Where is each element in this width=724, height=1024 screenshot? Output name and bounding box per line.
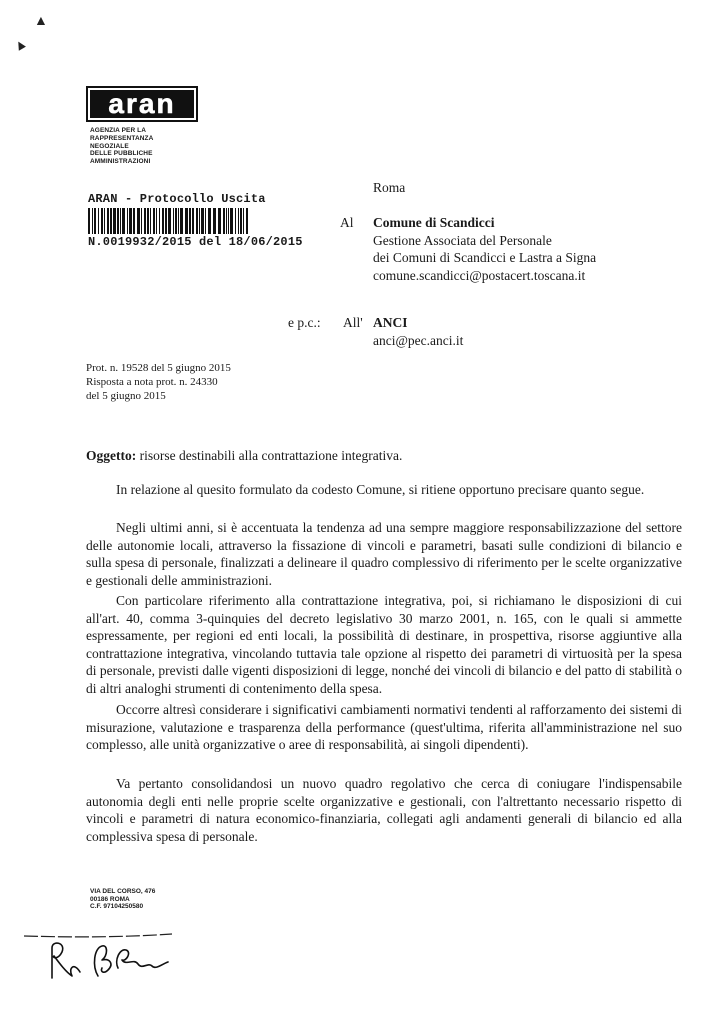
barcode-bar (180, 208, 183, 234)
logo-text: aran (108, 88, 176, 119)
protocol-barcode (88, 208, 252, 234)
barcode-bar (159, 208, 160, 234)
barcode-bar (144, 208, 146, 234)
barcode-bar (235, 208, 236, 234)
barcode-bar (173, 208, 174, 234)
barcode-bar (168, 208, 171, 234)
cc-block (373, 314, 463, 349)
cc-name: ANCI (373, 315, 408, 330)
scan-mark-side: ▲ (10, 35, 31, 56)
reference-line: Prot. n. 19528 del 5 giugno 2015 (86, 362, 231, 374)
barcode-bar (223, 208, 225, 234)
barcode-bar (94, 208, 96, 234)
barcode-bar (246, 208, 248, 234)
barcode-bar (98, 208, 99, 234)
barcode-bar (189, 208, 191, 234)
reference-block (86, 361, 231, 403)
barcode-bar (127, 208, 128, 234)
cc-email[interactable]: anci@pec.anci.it (373, 332, 464, 348)
barcode-bar (213, 208, 216, 234)
barcode-bar (88, 208, 90, 234)
barcode-bar (107, 208, 109, 234)
footer-line: 00186 ROMA (90, 895, 130, 903)
barcode-bar (240, 208, 242, 234)
barcode-bar (120, 208, 121, 234)
agency-line: DELLE PUBBLICHE (90, 150, 153, 158)
barcode-bar (205, 208, 206, 234)
barcode-bar (228, 208, 229, 234)
barcode-bar (101, 208, 103, 234)
protocol-number: N.0019932/2015 del 18/06/2015 (88, 235, 303, 249)
barcode-bar (129, 208, 132, 234)
protocol-title: ARAN - Protocollo Uscita (88, 192, 266, 206)
barcode-bar (133, 208, 135, 234)
barcode-bar (150, 208, 151, 234)
barcode-bar (226, 208, 227, 234)
barcode-bar (153, 208, 155, 234)
body-paragraph: In relazione al quesito formulato da codesto Comune, si ritiene opportuno precisare quanto segue. (116, 482, 645, 497)
reference-line: del 5 giugno 2015 (86, 390, 166, 402)
barcode-bar (175, 208, 177, 234)
footer-line: C.F. 97104250580 (90, 903, 144, 910)
barcode-bar (162, 208, 164, 234)
subject-label: Oggetto: (86, 448, 137, 463)
subject-text: risorse destinabili alla contrattazione integrativa. (136, 448, 403, 463)
place-name: Roma (373, 180, 406, 195)
barcode-bar (110, 208, 112, 234)
footer-line: VIA DEL CORSO, 476 (90, 888, 156, 895)
recipient-line: dei Comuni di Scandicci e Lastra a Signa (373, 250, 597, 265)
barcode-bar (199, 208, 200, 234)
cc-label: e p.c.: (288, 315, 321, 330)
barcode-bar (113, 208, 116, 234)
agency-line: AGENZIA PER LA (90, 127, 147, 134)
recipient-email[interactable]: comune.scandicci@postacert.toscana.it (373, 267, 586, 283)
agency-line: AMMINISTRAZIONI (90, 158, 151, 166)
barcode-bar (196, 208, 198, 234)
barcode-bar (122, 208, 125, 234)
handwritten-signature (22, 928, 182, 988)
agency-line: RAPPRESENTANZA (90, 134, 154, 142)
barcode-bar (230, 208, 233, 234)
body-paragraph: Occorre altresì considerare i significativi cambiamenti normativi tendenti al rafforzamento dei sistemi di misurazione, valutazione e trasparenza della performance (quest'ultima, riferita all'amministrazione nel suo complesso, alle unità organizzative o aree di responsabilità, ai singoli dipendenti). (86, 702, 682, 753)
barcode-bar (137, 208, 140, 234)
body-paragraph: Con particolare riferimento alla contrattazione integrativa, poi, si richiamano le disposizioni di cui all'art. 40, comma 3-quinquies del decreto legislativo 30 marzo 2001, n. 165, con le quali si ammette espressamente, per regioni ed enti locali, la possibilità di destinare, in prospettiva, risorse aggiuntive alla contrattazione integrativa, vincolando tuttavia tale opzione al rispetto dei parametri di virtuosità per la spesa di personale, previsti dalle vigenti disposizioni di legge, nonché dei vincoli di bilancio e del patto di stabilità o di altri analoghi strumenti di contenimento della spesa. (86, 593, 682, 696)
footer-address (90, 888, 155, 911)
reference-line: Risposta a nota prot. n. 24330 (86, 376, 218, 388)
barcode-bar (208, 208, 211, 234)
recipient-line: Gestione Associata del Personale (373, 232, 552, 248)
barcode-bar (238, 208, 239, 234)
barcode-bar (104, 208, 105, 234)
recipient-block (373, 214, 596, 284)
barcode-bar (117, 208, 119, 234)
cc-prefix: All' (343, 315, 363, 330)
barcode-bar (92, 208, 93, 234)
agency-line: NEGOZIALE (90, 142, 129, 150)
barcode-bar (156, 208, 157, 234)
barcode-bar (178, 208, 179, 234)
barcode-bar (201, 208, 204, 234)
body-paragraph: Va pertanto consolidandosi un nuovo quadro regolativo che cerca di coniugare l'indispensabile autonomia degli enti nelle proprie scelte organizzative e gestionali, con l'altrettanto necessario rispetto di vincoli e parametri di natura economico-finanziaria, collegati agli andamenti generali di bilancio ed alla complessiva spesa di personale. (86, 776, 682, 844)
barcode-bar (141, 208, 142, 234)
recipient-prefix: Al (340, 215, 354, 230)
barcode-bar (243, 208, 244, 234)
recipient-name: Comune di Scandicci (373, 215, 495, 230)
aran-logo (86, 86, 198, 122)
scan-mark-top: ▲ (34, 14, 48, 29)
barcode-bar (218, 208, 221, 234)
barcode-bar (165, 208, 167, 234)
subject-line (86, 447, 402, 465)
barcode-bar (185, 208, 188, 234)
agency-name (90, 127, 153, 166)
barcode-bar (147, 208, 149, 234)
body-paragraph: Negli ultimi anni, si è accentuata la tendenza ad una sempre maggiore responsabilizzazione del settore delle autonomie locali, attraverso la fissazione di vincoli e parametri, basati sulle condizioni di bilancio e sulla spesa di personale, finalizzati a delineare il quadro complessivo di riferimento per le scelte organizzative e gestionali delle amministrazioni. (86, 520, 682, 588)
barcode-bar (192, 208, 194, 234)
